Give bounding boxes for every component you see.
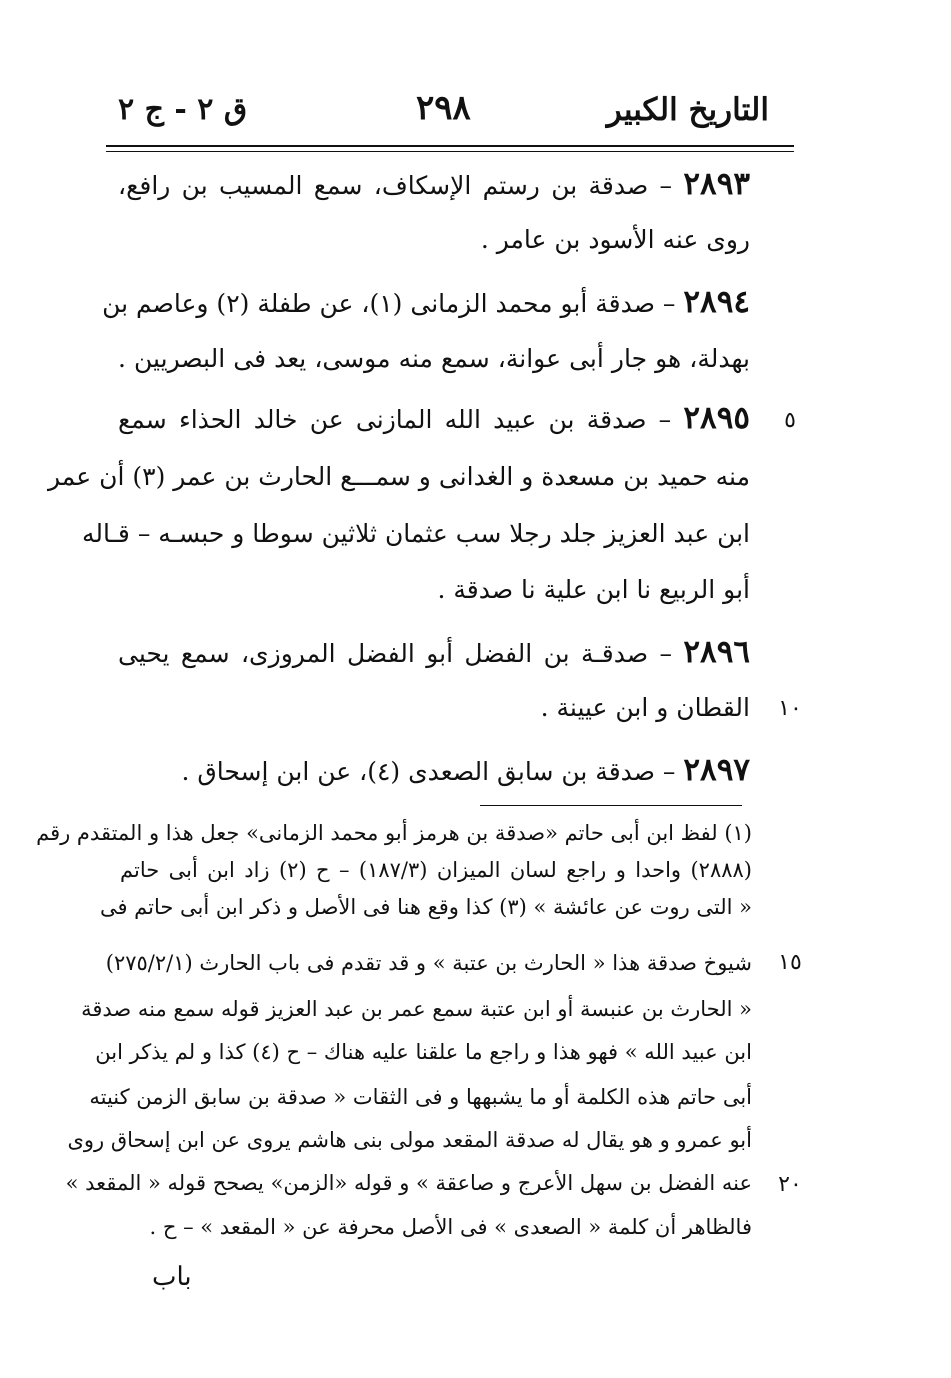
entry-number: ٢٨٩٣ xyxy=(683,166,751,202)
entry-text: – صدقة بن رستم الإسكاف، سمع المسيب بن رافع، xyxy=(118,171,673,200)
margin-line-number: ٢٠ xyxy=(778,1172,802,1197)
entry-number: ٢٨٩٦ xyxy=(683,634,750,670)
entry-number: ٢٨٩٥ xyxy=(683,400,750,436)
footnote-line: عنه الفضل بن سهل الأعرج و صاعقة » و قوله «الزمن» يصحح قوله « المقعد » xyxy=(65,1171,752,1195)
entry-2893-line-1 xyxy=(118,164,750,204)
volume-info: ق ٢ - ج ٢ xyxy=(118,92,248,127)
entry-2895-line-2: منه حميد بن مسعدة و الغدانى و سمـــع الحارث بن عمر (٣) أن عمر xyxy=(48,462,750,491)
footnote-separator xyxy=(480,805,742,806)
footnote-line: أبى حاتم هذه الكلمة أو ما يشبهها و فى الثقات « صدقة بن سابق الزمن كنيته xyxy=(89,1085,752,1109)
entry-text: – صدقة بن عبيد الله المازنى عن خالد الحذاء سمع xyxy=(118,405,672,434)
running-head-title: التاريخ الكبير xyxy=(606,92,769,128)
margin-line-number: ١٥ xyxy=(778,950,802,975)
entry-2896-line-1 xyxy=(118,632,750,672)
header-rule-thick xyxy=(106,145,794,147)
entry-2895-line-1 xyxy=(118,398,750,438)
header-rule-thin xyxy=(106,151,794,152)
entry-number: ٢٨٩٤ xyxy=(683,284,750,320)
entry-number: ٢٨٩٧ xyxy=(683,752,750,788)
footnote-line: « التى روت عن عائشة » (٣) كذا وقع هنا فى الأصل و ذكر ابن أبى حاتم فى xyxy=(99,895,752,919)
margin-line-number: ١٠ xyxy=(778,696,802,721)
catchword: باب xyxy=(152,1262,192,1292)
footnote-line: أبو عمرو و هو يقال له صدقة المقعد مولى بنى هاشم يروى عن ابن إسحاق روى xyxy=(67,1128,752,1152)
entry-2895-line-3: ابن عبد العزيز جلد رجلا سب عثمان ثلاثين سوطا و حبسـه – قـاله xyxy=(81,519,750,548)
entry-2894-line-1 xyxy=(102,282,750,322)
margin-line-number: ٥ xyxy=(784,408,796,433)
entry-text: – صدقـة بن الفضل أبو الفضل المروزى، سمع يحيى xyxy=(118,639,672,668)
entry-2896-line-2: القطان و ابن عيينة . xyxy=(540,693,750,722)
footnote-line: « الحارث بن عنبسة أو ابن عتبة سمع عمر بن عبد العزيز قوله سمع منه صدقة xyxy=(81,997,752,1021)
entry-2894-line-2: بهدلة، هو جار أبى عوانة، سمع منه موسى، يعد فى البصريين . xyxy=(118,344,750,373)
entry-2897-line-1 xyxy=(130,750,750,790)
footnote-line: شيوخ صدقة هذا « الحارث بن عتبة » و قد تقدم فى باب الحارث (٢٧٥/٢/١) xyxy=(105,951,752,975)
entry-2893-line-2: روى عنه الأسود بن عامر . xyxy=(480,225,750,254)
entry-2895-line-4: أبو الربيع نا ابن علية نا صدقة . xyxy=(437,575,750,604)
footnote-line: (٢٨٨٨) واحدا و راجع لسان الميزان (١٨٧/٣) – ح (٢) زاد ابن أبى حاتم xyxy=(120,858,752,882)
page-number: ٢٩٨ xyxy=(416,88,471,128)
footnote-line: ابن عبيد الله » فهو هذا و راجع ما علقنا عليه هناك – ح (٤) كذا و لم يذكر ابن xyxy=(95,1040,752,1064)
footnote-line: (١) لفظ ابن أبى حاتم «صدقة بن هرمز أبو محمد الزمانى» جعل هذا و المتقدم رقم xyxy=(36,821,752,845)
entry-text: – صدقة أبو محمد الزمانى (١)، عن طفلة (٢) وعاصم بن xyxy=(102,289,676,318)
footnote-line: فالظاهر أن كلمة « الصعدى » فى الأصل محرفة عن « المقعد » – ح . xyxy=(149,1215,752,1239)
entry-text: – صدقة بن سابق الصعدى (٤)، عن ابن إسحاق . xyxy=(181,757,676,786)
